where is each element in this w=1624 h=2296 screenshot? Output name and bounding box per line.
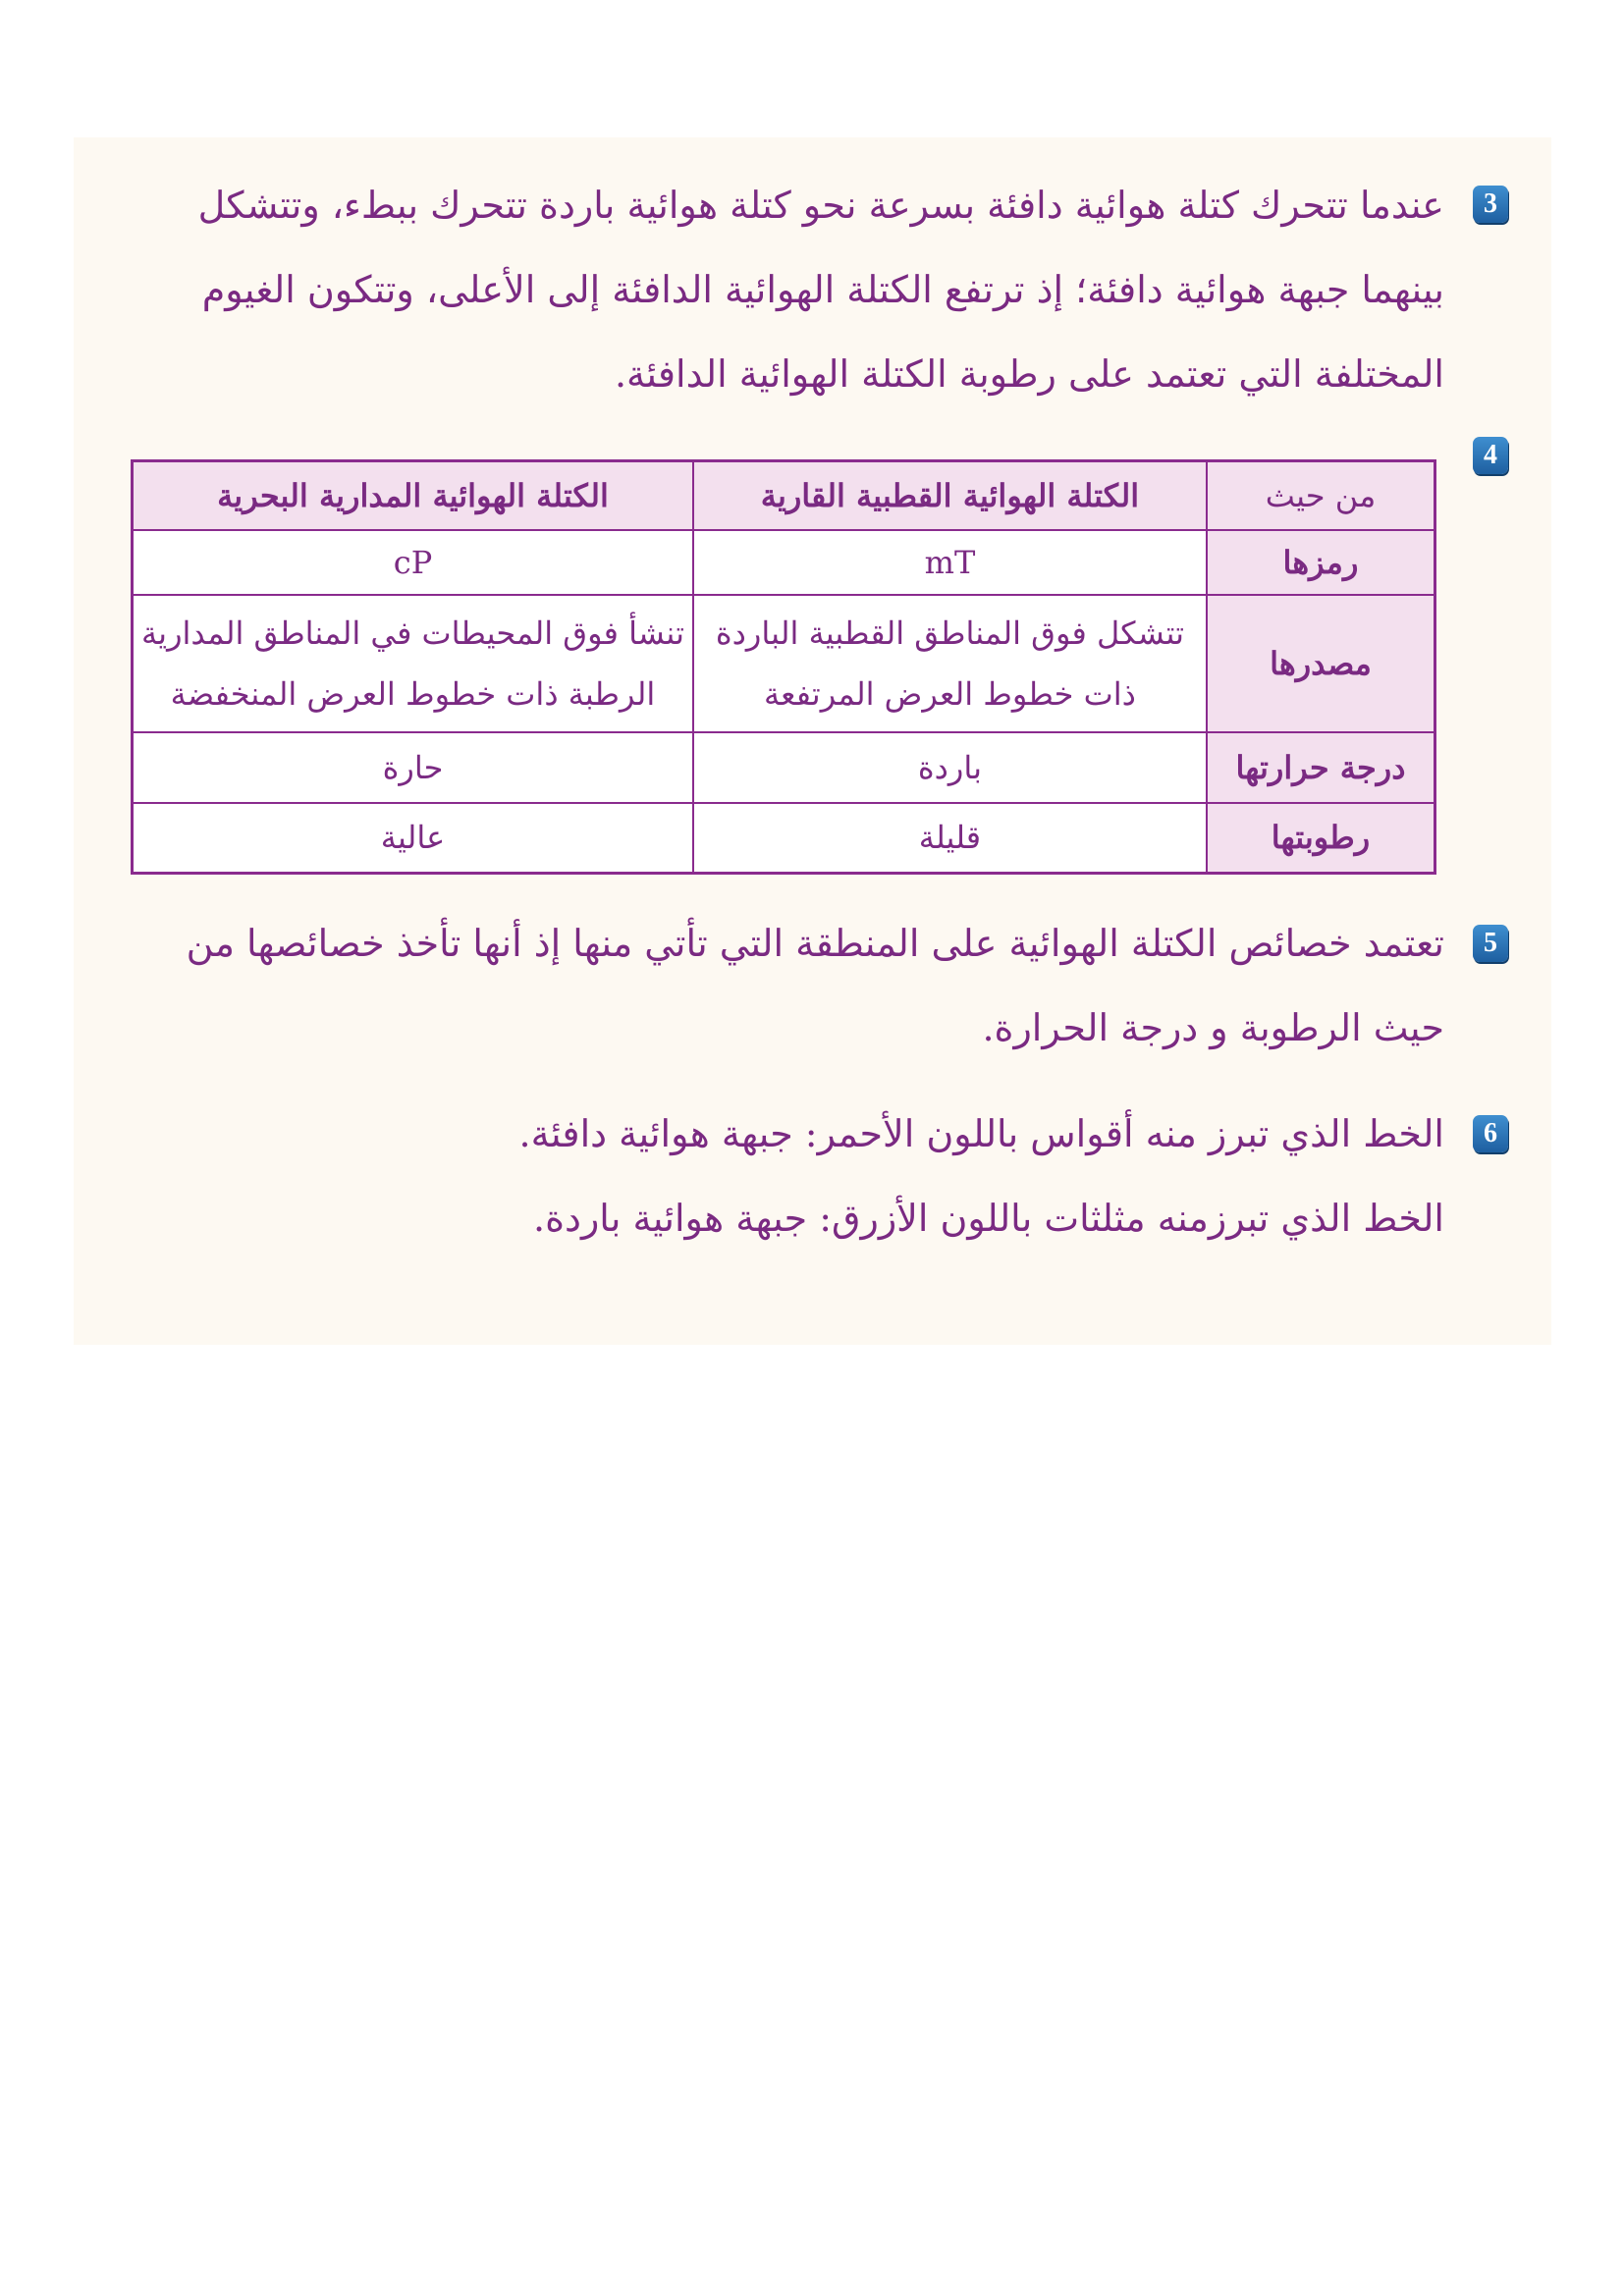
item-number-badge: 3 <box>1473 186 1508 223</box>
paragraph-line: المختلفة التي تعتمد على رطوبة الكتلة الهوائية الدافئة. <box>614 352 1444 396</box>
table-cell: حارة <box>133 732 693 803</box>
table-row <box>133 732 1435 803</box>
table-header-criteria: من حيث <box>1207 461 1435 530</box>
paragraph-line: عندما تتحرك كتلة هوائية دافئة بسرعة نحو كتلة هوائية باردة تتحرك ببطء، وتتشكل <box>197 184 1444 227</box>
item-6-paragraph <box>124 1092 1444 1260</box>
cell-line: تتشكل فوق المناطق القطبية الباردة <box>715 614 1184 652</box>
table-cell: قليلة <box>693 803 1207 874</box>
air-mass-table <box>131 459 1436 875</box>
table-cell <box>133 595 693 732</box>
paragraph-line: تعتمد خصائص الكتلة الهوائية على المنطقة التي تأتي منها إذ أنها تأخذ خصائصها من <box>186 922 1444 965</box>
table-cell: عالية <box>133 803 693 874</box>
table-cell: باردة <box>693 732 1207 803</box>
paragraph-line: الخط الذي تبرزمنه مثلثات باللون الأزرق: جبهة هوائية باردة. <box>533 1197 1444 1240</box>
row-label-source: مصدرها <box>1207 595 1435 732</box>
cell-line: تنشأ فوق المحيطات في المناطق المدارية <box>141 614 684 652</box>
cell-line: الرطبة ذات خطوط العرض المنخفضة <box>170 674 656 713</box>
table-row <box>133 530 1435 595</box>
row-label-symbol: رمزها <box>1207 530 1435 595</box>
paragraph-line: حيث الرطوبة و درجة الحرارة. <box>982 1006 1444 1049</box>
table-header-maritime-tropical: الكتلة الهوائية المدارية البحرية <box>133 461 693 530</box>
item-5-paragraph <box>124 901 1444 1070</box>
cell-line: ذات خطوط العرض المرتفعة <box>764 674 1136 713</box>
paragraph-line: بينهما جبهة هوائية دافئة؛ إذ ترتفع الكتلة الهوائية الدافئة إلى الأعلى، وتتكون الغيوم <box>201 268 1444 311</box>
item-3-paragraph <box>124 163 1444 416</box>
paragraph-line: الخط الذي تبرز منه أقواس باللون الأحمر: جبهة هوائية دافئة. <box>518 1112 1444 1155</box>
item-number-badge: 6 <box>1473 1115 1508 1152</box>
table-cell: cP <box>133 530 693 595</box>
table-cell: mT <box>693 530 1207 595</box>
item-number-badge: 4 <box>1473 437 1508 474</box>
row-label-humidity: رطوبتها <box>1207 803 1435 874</box>
table-header-continental-polar: الكتلة الهوائية القطبية القارية <box>693 461 1207 530</box>
row-label-temperature: درجة حرارتها <box>1207 732 1435 803</box>
table-cell <box>693 595 1207 732</box>
table-row <box>133 595 1435 732</box>
item-number-badge: 5 <box>1473 925 1508 962</box>
table-row <box>133 803 1435 874</box>
table-header-row <box>133 461 1435 530</box>
